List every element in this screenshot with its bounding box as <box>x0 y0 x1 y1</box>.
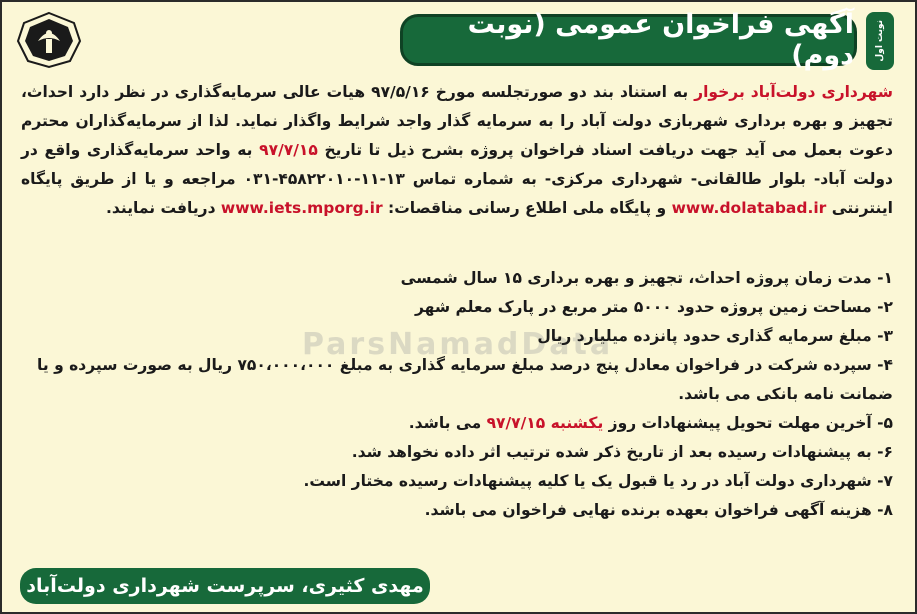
notice-title-banner <box>400 9 857 71</box>
final-deadline: یکشنبه ۹۷/۷/۱۵ <box>486 414 604 432</box>
website-link-dolatabad[interactable]: www.dolatabad.ir <box>671 199 827 217</box>
list-item: ۶- به پیشنهادات رسیده بعد از تاریخ ذکر شده ترتیب اثر داده نخواهد شد. <box>351 443 893 461</box>
watermark: ParsNamadData <box>302 327 614 362</box>
signature-text: مهدی کثیری، سرپرست شهرداری دولت‌آباد <box>26 575 424 597</box>
intro-paragraph <box>21 78 893 223</box>
list-item: ۱- مدت زمان پروژه احداث، تجهیز و بهره برداری ۱۵ سال شمسی <box>400 269 893 287</box>
stage-label: نوبت اول <box>875 20 885 62</box>
list-item: ۳- مبلغ سرمایه گذاری حدود پانزده میلیارد ریال <box>537 327 893 345</box>
list-item: ۸- هزینه آگهی فراخوان بعهده برنده نهایی فراخوان می باشد. <box>424 501 893 519</box>
list-item: ۷- شهرداری دولت آباد در رد یا قبول یک یا کلیه پیشنهادات رسیده مختار است. <box>303 472 893 490</box>
list-item: ۵- آخرین مهلت تحویل پیشنهادات روز یکشنبه ۹۷/۷/۱۵ می باشد. <box>408 414 893 432</box>
intro-text-3: و پایگاه ملی اطلاع رسانی مناقصات: <box>382 199 672 217</box>
website-link-iets[interactable]: www.iets.mporg.ir <box>220 199 383 217</box>
list-item: ۴- سپرده شرکت در فراخوان معادل پنج درصد مبلغ سرمایه گذاری به مبلغ ۷۵۰،۰۰۰،۰۰۰ ریال به صورت سپرده و یا ضمانت نامه بانکی می باشد. <box>37 356 893 403</box>
municipality-logo-icon <box>10 10 88 70</box>
conditions-list <box>21 264 893 525</box>
intro-text-2: به واحد سرمایه‌گذاری واقع در دولت آباد- بلوار طالقانی- شهرداری مرکزی- به شماره تماس ۱۳-۱۱-۴۵۸۲۲۰۱۰-۰۳۱ مراجعه و یا از طریق پایگاه اینترنتی <box>21 141 893 217</box>
intro-text-4: دریافت نمایند. <box>106 199 221 217</box>
submission-deadline: ۹۷/۷/۱۵ <box>259 141 318 159</box>
employer-name: شهرداری دولت‌آباد برخوار <box>694 83 893 101</box>
intro-text-1: به استناد بند دو صورتجلسه مورخ ۹۷/۵/۱۶ هیات عالی سرمایه‌گذاری در نظر دارد احداث، تجهیز و بهره برداری شهربازی دولت آباد را به سرمایه گذار واجد شرایط واگذار نماید. لذا از سرمایه‌گذاران محترم دعوت بعمل می آید جهت دریافت اسناد فراخوان پروژه بشرح ذیل تا تاریخ <box>21 83 893 159</box>
notice-title: آگهی فراخوان عمومی (نوبت دوم) <box>467 9 854 71</box>
signature-banner <box>20 568 430 604</box>
list-item: ۲- مساحت زمین پروژه حدود ۵۰۰۰ متر مربع در پارک معلم شهر <box>414 298 893 316</box>
stage-badge <box>866 12 894 70</box>
